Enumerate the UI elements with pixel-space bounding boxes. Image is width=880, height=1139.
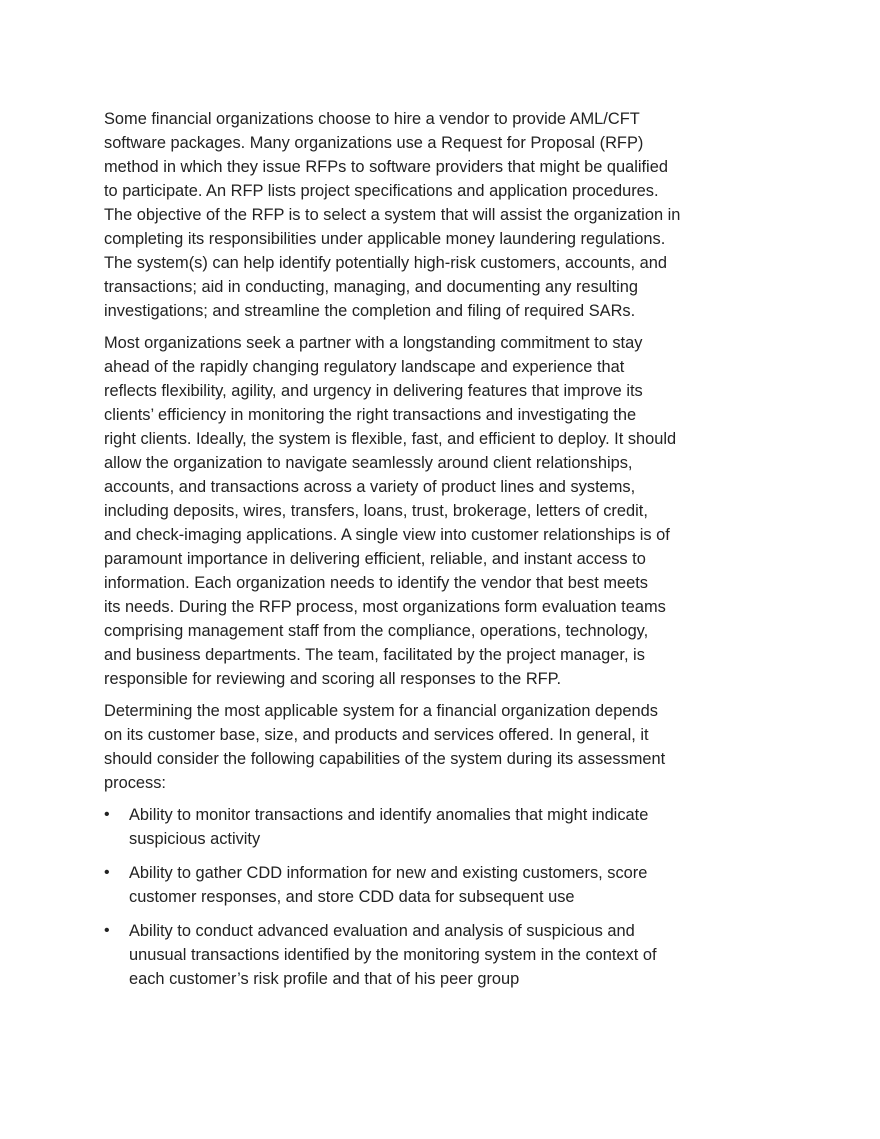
paragraph bbox=[104, 699, 764, 795]
text-line: responsible for reviewing and scoring all responses to the RFP. bbox=[104, 670, 562, 688]
list-item bbox=[104, 861, 764, 909]
paragraph bbox=[104, 331, 764, 691]
text-line: The objective of the RFP is to select a system that will assist the organization in bbox=[104, 206, 681, 224]
text-line: on its customer base, size, and products and services offered. In general, it bbox=[104, 726, 649, 744]
text-line: software packages. Many organizations use a Request for Proposal (RFP) bbox=[104, 134, 644, 152]
text-line: paramount importance in delivering efficient, reliable, and instant access to bbox=[104, 550, 646, 568]
capabilities-list bbox=[104, 803, 764, 991]
text-line: information. Each organization needs to identify the vendor that best meets bbox=[104, 574, 648, 592]
text-line: Ability to gather CDD information for new and existing customers, score bbox=[129, 864, 648, 882]
body-text bbox=[104, 107, 764, 795]
text-line: allow the organization to navigate seamlessly around client relationships, bbox=[104, 454, 633, 472]
text-line: to participate. An RFP lists project specifications and application procedures. bbox=[104, 182, 659, 200]
bullet-icon: • bbox=[104, 922, 110, 939]
text-line: clients’ efficiency in monitoring the right transactions and investigating the bbox=[104, 406, 637, 424]
text-line: including deposits, wires, transfers, loans, trust, brokerage, letters of credit, bbox=[104, 502, 648, 520]
text-line: Some financial organizations choose to hire a vendor to provide AML/CFT bbox=[104, 110, 640, 128]
text-line: Determining the most applicable system for a financial organization depends bbox=[104, 702, 658, 720]
list-item bbox=[104, 803, 764, 851]
text-line: unusual transactions identified by the monitoring system in the context of bbox=[129, 946, 657, 964]
text-line: accounts, and transactions across a variety of product lines and systems, bbox=[104, 478, 636, 496]
text-line: ahead of the rapidly changing regulatory landscape and experience that bbox=[104, 358, 625, 376]
text-line: transactions; aid in conducting, managing, and documenting any resulting bbox=[104, 278, 638, 296]
text-line: method in which they issue RFPs to software providers that might be qualified bbox=[104, 158, 668, 176]
text-line: reflects flexibility, agility, and urgency in delivering features that improve its bbox=[104, 382, 643, 400]
text-line: should consider the following capabilities of the system during its assessment bbox=[104, 750, 666, 768]
text-line: each customer’s risk profile and that of his peer group bbox=[129, 970, 520, 988]
bullet-icon: • bbox=[104, 806, 110, 823]
list-item bbox=[104, 919, 764, 991]
text-line: comprising management staff from the compliance, operations, technology, bbox=[104, 622, 649, 640]
text-line: customer responses, and store CDD data for subsequent use bbox=[129, 888, 575, 906]
text-line: process: bbox=[104, 774, 166, 792]
text-line: completing its responsibilities under applicable money laundering regulations. bbox=[104, 230, 666, 248]
text-line: and check-imaging applications. A single view into customer relationships is of bbox=[104, 526, 670, 544]
bullet-icon: • bbox=[104, 864, 110, 881]
document-page bbox=[104, 107, 764, 1001]
text-line: Ability to monitor transactions and identify anomalies that might indicate bbox=[129, 806, 649, 824]
text-line: investigations; and streamline the completion and filing of required SARs. bbox=[104, 302, 636, 320]
paragraph bbox=[104, 107, 764, 323]
text-line: and business departments. The team, facilitated by the project manager, is bbox=[104, 646, 645, 664]
text-line: The system(s) can help identify potentially high-risk customers, accounts, and bbox=[104, 254, 667, 272]
text-line: suspicious activity bbox=[129, 830, 261, 848]
text-line: Ability to conduct advanced evaluation and analysis of suspicious and bbox=[129, 922, 635, 940]
text-line: its needs. During the RFP process, most organizations form evaluation teams bbox=[104, 598, 666, 616]
text-line: Most organizations seek a partner with a longstanding commitment to stay bbox=[104, 334, 643, 352]
text-line: right clients. Ideally, the system is flexible, fast, and efficient to deploy. It should bbox=[104, 430, 677, 448]
